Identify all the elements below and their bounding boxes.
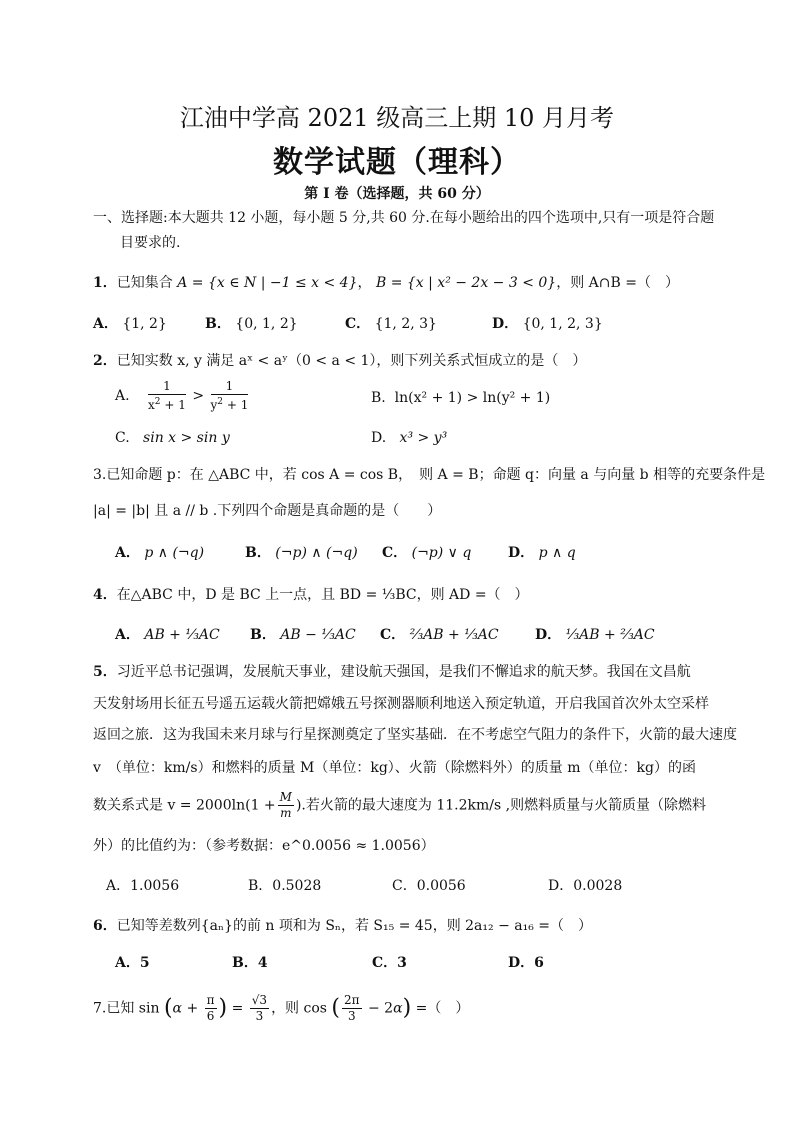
question-2 xyxy=(93,351,586,371)
instructions-line2: 目要求的. xyxy=(120,235,181,251)
question-5-line6: 外）的比值约为：（参考数据：e^0.0056 ≈ 1.0056） xyxy=(93,838,435,854)
question-text: ，则 A∩B =（ ） xyxy=(556,275,679,291)
question-text: 已知等差数列{aₙ}的前 n 项和为 Sₙ，若 S₁₅ = 45，则 2a₁₂ − a₁₆ =（ ） xyxy=(116,918,593,934)
question-5-line4: v （单位：km/s）和燃料的质量 M（单位：kg）、火箭（除燃料外）的质量 m（单位：kg）的函 xyxy=(93,760,696,776)
question-1: 1．已知集合 A = {x ∈ N | −1 ≤ x < 4}， B = {x | x² − 2x − 3 < 0}，则 A∩B =（ ） xyxy=(93,275,679,291)
question-5-line5: 数关系式是 v = 2000ln(1 + $\frac{M}{m}$ ).若火箭的最大速度为 11.2km/s ,则燃料质量与火箭质量（除燃料 xyxy=(93,790,707,820)
option-d: D．0.0028 xyxy=(548,878,623,894)
option-a: A．1.0056 xyxy=(106,878,180,894)
question-text: 已知实数 x, y 满足 aˣ < aʸ（0 < a < 1），则下列关系式恒成立的是（ ） xyxy=(116,353,587,369)
option-d: D． p ∧ q xyxy=(508,545,576,561)
option-c: C． ⅔AB + ⅓AC xyxy=(380,627,499,643)
question-5-line2: 天发射场用长征五号遥五运载火箭把嫦娥五号探测器顺利地送入预定轨道，开启我国首次外太空采样 xyxy=(93,696,709,712)
question-number: 7. xyxy=(93,1000,107,1017)
set-b: B = {x | x² − 2x − 3 < 0} xyxy=(375,275,557,291)
question-5 xyxy=(93,662,691,682)
question-number: 4． xyxy=(93,587,117,603)
option-a: A． p ∧ (¬q) xyxy=(115,545,205,561)
option-c: C. sin x > sin y xyxy=(115,430,230,446)
option-d: D．6 xyxy=(508,955,544,971)
option-a: A. $\frac{1}{x^2 + 1}$ > $\frac{1}{y^2 + 1}$ xyxy=(115,379,249,412)
subject-title: 数学试题（理科） xyxy=(273,145,521,180)
school-title: 江油中学高 2021 级高三上期 10 月月考 xyxy=(179,104,615,132)
part-title: 第 I 卷（选择题，共 60 分） xyxy=(304,186,490,202)
option-b: B． {0, 1, 2} xyxy=(205,316,298,332)
question-number: 2． xyxy=(93,353,117,369)
option-b: B． AB − ⅓AC xyxy=(250,627,356,643)
question-3-line2: |a| = |b| 且 a // b .下列四个命题是真命题的是（ ） xyxy=(93,503,442,519)
option-a: A． {1, 2} xyxy=(93,316,167,332)
question-text: 已知集合 xyxy=(116,275,173,291)
question-text: 在△ABC 中，D 是 BC 上一点，且 BD = ⅓BC，则 AD =（ ） xyxy=(116,587,529,603)
option-d: D． ⅓AB + ⅔AC xyxy=(535,627,655,643)
option-a: A．5 xyxy=(115,955,150,971)
question-number: 5． xyxy=(93,664,117,680)
question-number: 1． xyxy=(93,275,117,291)
question-3 xyxy=(93,465,765,485)
option-c: C．3 xyxy=(372,955,407,971)
set-a: A = {x ∈ N | −1 ≤ x < 4} xyxy=(177,275,358,291)
option-b: B．4 xyxy=(232,955,268,971)
question-6 xyxy=(93,916,592,936)
option-c: C． {1, 2, 3} xyxy=(345,316,437,332)
question-number: 6． xyxy=(93,918,117,934)
option-d: D. x³ > y³ xyxy=(371,430,448,446)
question-5-line3: 返回之旅．这为我国未来月球与行星探测奠定了坚实基础．在不考虑空气阻力的条件下，火箭的最大速度 xyxy=(93,727,737,743)
instructions-line1: 一、选择题:本大题共 12 小题，每小题 5 分,共 60 分.在每小题给出的四个选项中,只有一项是符合题 xyxy=(93,210,715,226)
option-c: C．0.0056 xyxy=(392,878,466,894)
option-b: B. ln(x² + 1) > ln(y² + 1) xyxy=(371,390,551,406)
question-4 xyxy=(93,585,529,605)
question-text: 已知命题 p：在 △ABC 中，若 cos A = cos B， 则 A = B；命题 q：向量 a 与向量 b 相等的充要条件是 xyxy=(106,467,766,483)
option-d: D． {0, 1, 2, 3} xyxy=(492,316,603,332)
question-7: 7.已知 sin (α + $\frac{\pi}{6}$ ) = $\frac{√3}{3}$ ，则 cos ( $\frac{2\pi}{3}$ − 2α) =（ ） xyxy=(93,993,470,1023)
option-a: A． AB + ⅓AC xyxy=(115,627,220,643)
option-b: B．0.5028 xyxy=(248,878,322,894)
option-c: C． (¬p) ∨ q xyxy=(382,545,472,561)
question-number: 3. xyxy=(93,467,107,483)
question-text: 习近平总书记强调，发展航天事业，建设航天强国，是我们不懈追求的航天梦。我国在文昌航 xyxy=(116,664,691,680)
option-b: B． (¬p) ∧ (¬q) xyxy=(245,545,358,561)
